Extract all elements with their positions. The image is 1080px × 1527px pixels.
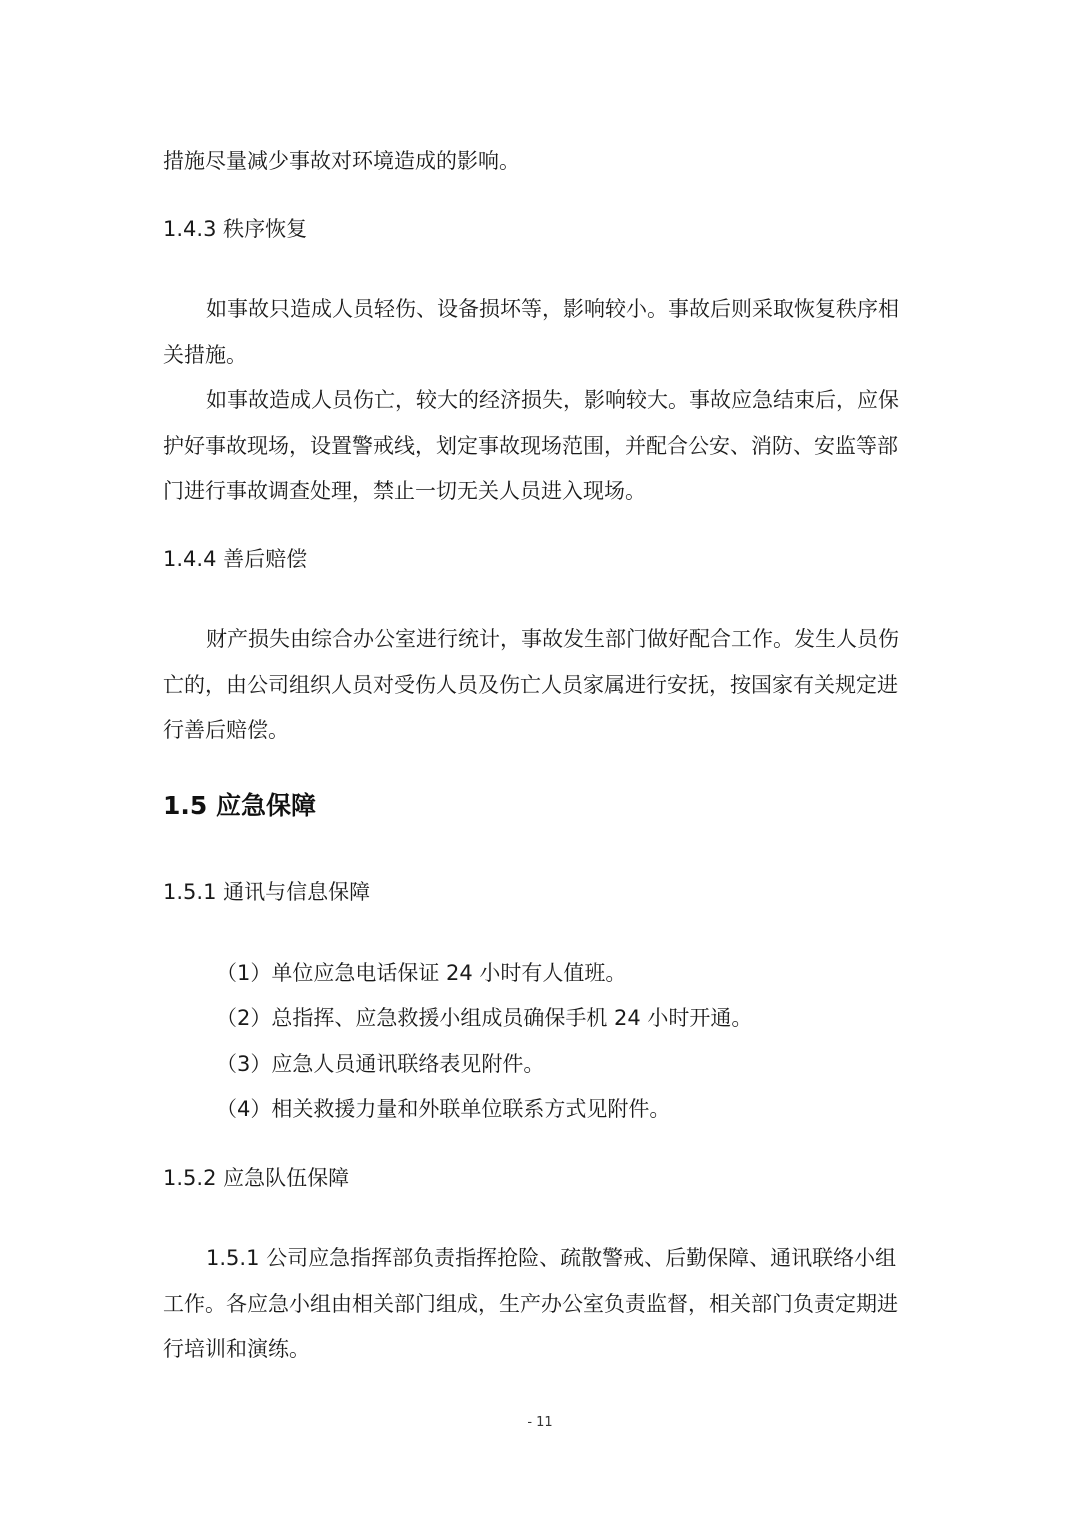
paragraph-line: 如事故造成人员伤亡，较大的经济损失，影响较大。事故应急结束后，应保 [206,388,899,412]
heading-1-4-3: 1.4.3 秩序恢复 [163,217,308,241]
paragraph-line: 工作。各应急小组由相关部门组成，生产办公室负责监督，相关部门负责定期进 [163,1292,898,1316]
list-item: （2）总指挥、应急救援小组成员确保手机 24 小时开通。 [216,1006,753,1030]
list-item: （4）相关救援力量和外联单位联系方式见附件。 [216,1097,671,1121]
heading-1-5-2: 1.5.2 应急队伍保障 [163,1166,350,1190]
paragraph-line: 行善后赔偿。 [163,718,289,742]
paragraph-line: 行培训和演练。 [163,1337,310,1361]
heading-1-5-1: 1.5.1 通讯与信息保障 [163,880,371,904]
heading-1-4-4: 1.4.4 善后赔偿 [163,547,308,571]
paragraph-line: 护好事故现场，设置警戒线，划定事故现场范围，并配合公安、消防、安监等部 [163,434,898,458]
list-item: （1）单位应急电话保证 24 小时有人值班。 [216,961,627,985]
page-number: - 11 [527,1415,553,1430]
paragraph-line: 1.5.1 公司应急指挥部负责指挥抢险、疏散警戒、后勤保障、通讯联络小组 [206,1246,897,1270]
paragraph-line: 如事故只造成人员轻伤、设备损坏等，影响较小。事故后则采取恢复秩序相 [206,297,899,321]
heading-1-5: 1.5 应急保障 [163,791,316,820]
paragraph-line: 财产损失由综合办公室进行统计，事故发生部门做好配合工作。发生人员伤 [206,627,899,651]
paragraph-line: 门进行事故调查处理，禁止一切无关人员进入现场。 [163,479,646,503]
paragraph-line: 亡的，由公司组织人员对受伤人员及伤亡人员家属进行安抚，按国家有关规定进 [163,673,898,697]
list-item: （3）应急人员通讯联络表见附件。 [216,1052,545,1076]
paragraph-line: 关措施。 [163,343,247,367]
paragraph-continuation: 措施尽量减少事故对环境造成的影响。 [163,149,520,173]
